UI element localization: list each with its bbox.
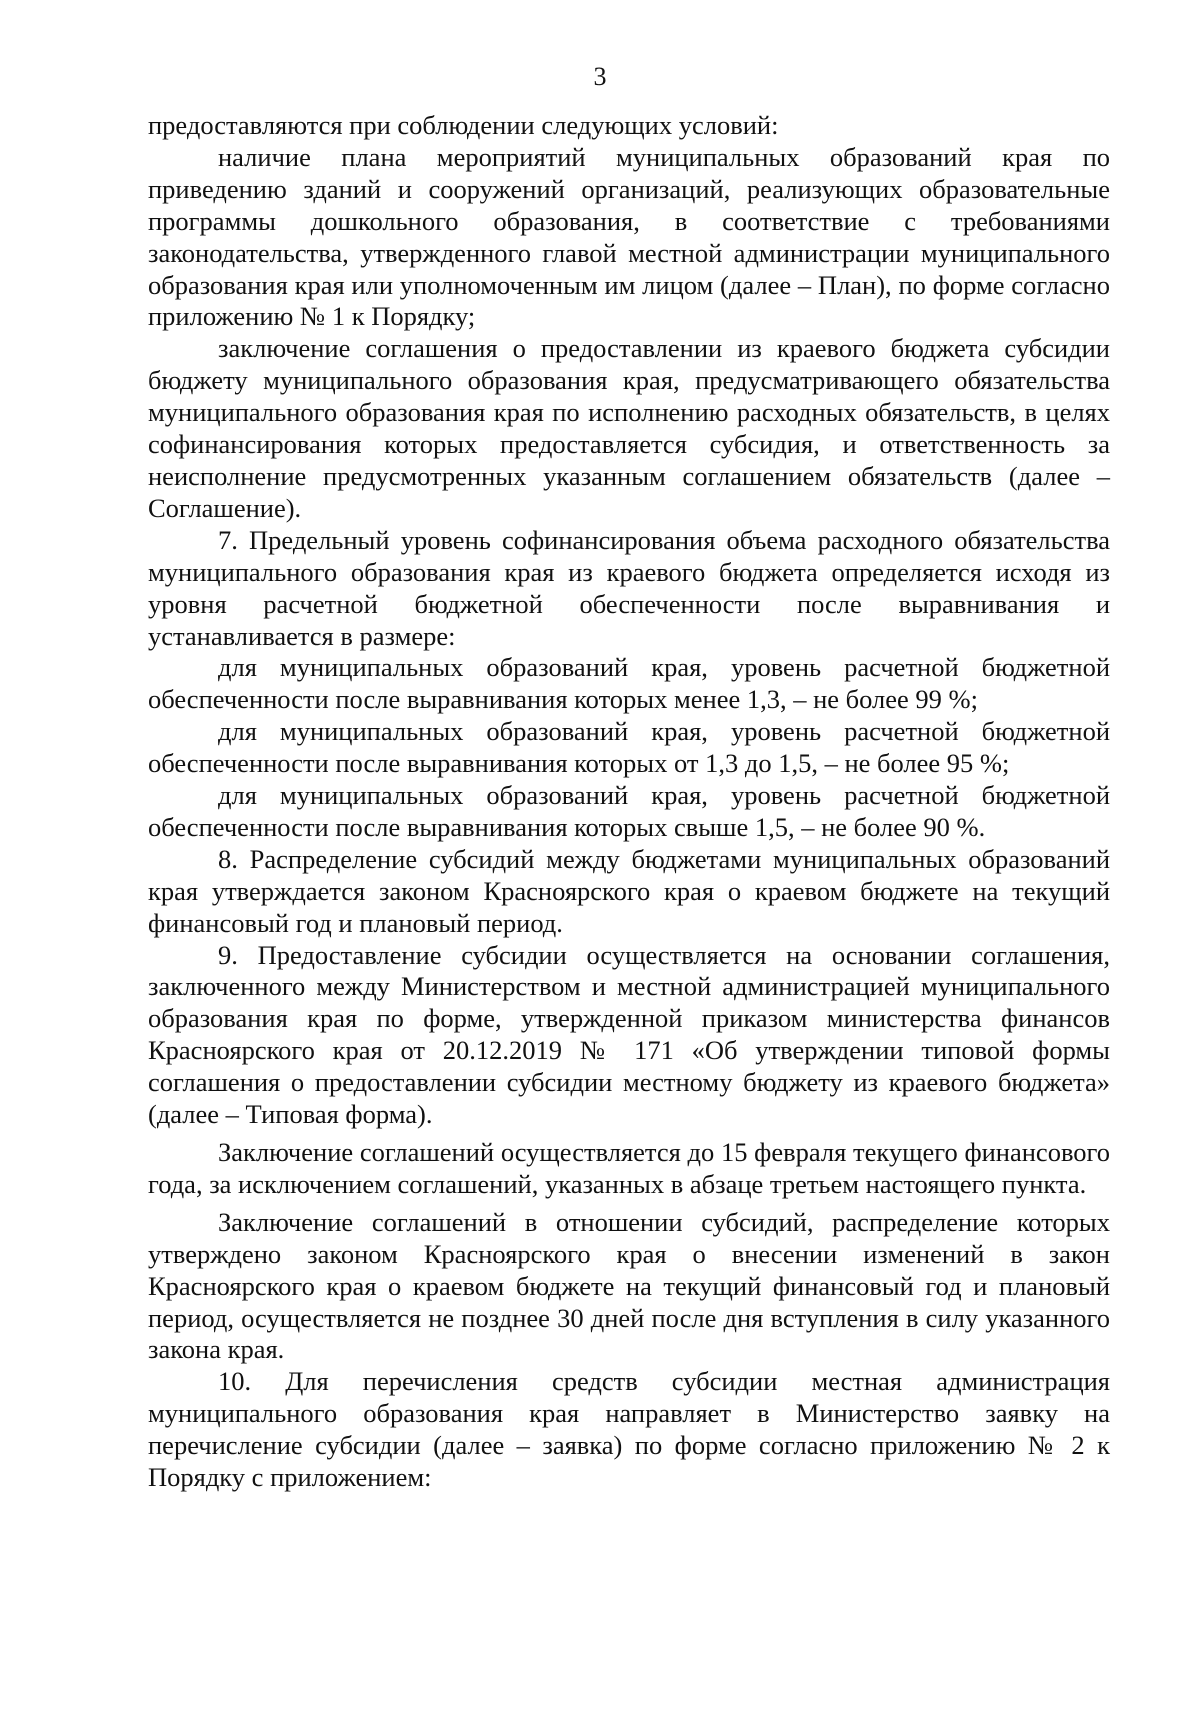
paragraph-7: для муниципальных образований края, уровень расчетной бюджетной обеспеченности после выравнивания которых свыше 1,5, – не более 90 %. bbox=[148, 780, 1110, 842]
paragraph-3: заключение соглашения о предоставлении из краевого бюджета субсидии бюджету муниципального образования края, предусматривающего обязательства муниципального образования края по исполнению расходных обязательств, в целях софинансирования которых предоставляется субсидия, и ответственность за неисполнение предусмотренных указанным соглашением обязательств (далее – Соглашение). bbox=[148, 333, 1110, 523]
paragraph-11: Заключение соглашений в отношении субсидий, распределение которых утверждено законом Красноярского края о внесении изменений в закон Красноярского края о краевом бюджете на текущий финансовый год и плановый период, осуществляется не позднее 30 дней после дня вступления в силу указанного закона края. bbox=[148, 1206, 1110, 1365]
paragraph-5: для муниципальных образований края, уровень расчетной бюджетной обеспеченности после выравнивания которых менее 1,3, – не более 99 %; bbox=[148, 652, 1110, 715]
paragraph-1: предоставляются при соблюдении следующих условий: bbox=[148, 110, 779, 140]
paragraph-10: Заключение соглашений осуществляется до 15 февраля текущего финансового года, за исключением соглашений, указанных в абзаце третьем настоящего пункта. bbox=[148, 1137, 1110, 1199]
paragraph-9-item-9: 9. Предоставление субсидии осуществляется на основании соглашения, заключенного между Министерством и местной администрацией муниципального образования края по форме, утвержденной приказом министерства финансов Красноярского края от 20.12.2019 № 171 «Об утверждении типовой формы соглашения о предоставлении субсидии местному бюджету из краевого бюджета» (далее – Типовая форма). bbox=[148, 939, 1110, 1130]
page-number: 3 bbox=[593, 62, 607, 91]
paragraph-2: наличие плана мероприятий муниципальных образований края по приведению зданий и сооружений организаций, реализующих образовательные программы дошкольного образования, в соответствие с требованиями законодательства, утвержденного главой местной администрации муниципального образования края или уполномоченным им лицом (далее – План), по форме согласно приложению № 1 к Порядку; bbox=[148, 141, 1110, 332]
paragraph-8-item-8: 8. Распределение субсидий между бюджетами муниципальных образований края утверждается законом Красноярского края о краевом бюджете на текущий финансовый год и плановый период. bbox=[148, 843, 1110, 938]
document-body bbox=[148, 110, 1110, 1494]
paragraph-6: для муниципальных образований края, уровень расчетной бюджетной обеспеченности после выравнивания которых от 1,3 до 1,5, – не более 95 %; bbox=[148, 716, 1110, 779]
paragraph-12-item-10: 10. Для перечисления средств субсидии местная администрация муниципального образования края направляет в Министерство заявку на перечисление субсидии (далее – заявка) по форме согласно приложению № 2 к Порядку с приложением: bbox=[148, 1366, 1110, 1493]
paragraph-4-item-7: 7. Предельный уровень софинансирования объема расходного обязательства муниципального образования края из краевого бюджета определяется исходя из уровня расчетной бюджетной обеспеченности после выравнивания и устанавливается в размере: bbox=[148, 524, 1110, 651]
